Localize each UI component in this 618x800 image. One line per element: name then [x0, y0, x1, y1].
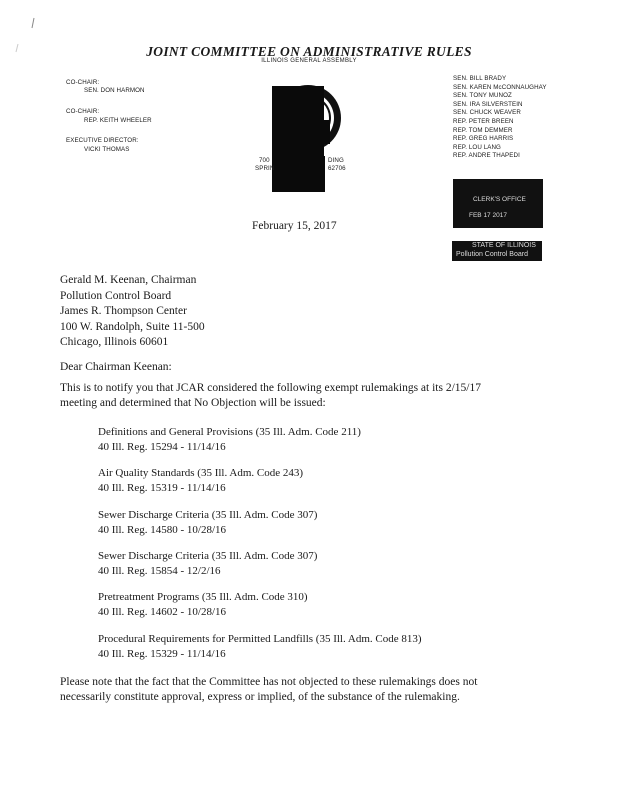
- rule-title: Procedural Requirements for Permitted Landfills (35 Ill. Adm. Code 813): [98, 633, 422, 645]
- member-name: SEN. TONY MUNOZ: [453, 92, 512, 100]
- rule-title: Air Quality Standards (35 Ill. Adm. Code 243): [98, 467, 304, 479]
- closing-line: necessarily constitute approval, express or implied, of the substance of the rulemaking.: [60, 691, 460, 703]
- cochair-2-label: CO-CHAIR:: [66, 108, 100, 115]
- executive-director-name: VICKI THOMAS: [84, 146, 130, 153]
- member-name: REP. TOM DEMMER: [453, 126, 513, 134]
- seal-address-right-2: 62706: [328, 165, 346, 172]
- committee-subtitle: ILLINOIS GENERAL ASSEMBLY: [261, 58, 357, 64]
- rule-item: [98, 632, 422, 661]
- redaction-block: [300, 120, 330, 144]
- rule-register: 40 Ill. Reg. 15854 - 12/2/16: [98, 564, 221, 577]
- member-name: SEN. IRA SILVERSTEIN: [453, 100, 523, 108]
- rule-item: [98, 466, 303, 495]
- member-name: REP. ANDRE THAPEDI: [453, 152, 520, 160]
- rule-item: [98, 425, 361, 454]
- member-name: SEN. CHUCK WEAVER: [453, 109, 521, 117]
- rule-title: Definitions and General Provisions (35 Ill. Adm. Code 211): [98, 426, 361, 438]
- cochair-1-label: CO-CHAIR:: [66, 79, 100, 86]
- rule-item: [98, 590, 308, 619]
- rule-register: 40 Ill. Reg. 14580 - 10/28/16: [98, 523, 227, 536]
- address-line: Pollution Control Board: [60, 289, 172, 302]
- rule-item: [98, 549, 317, 578]
- address-line: Gerald M. Keenan, Chairman: [60, 274, 197, 286]
- member-name: REP. GREG HARRIS: [453, 135, 514, 143]
- rule-register: 40 Ill. Reg. 15329 - 11/14/16: [98, 647, 226, 660]
- rule-item: [98, 508, 317, 537]
- redaction-block: [300, 156, 325, 192]
- illinois-stamp: [452, 241, 542, 261]
- executive-director-label: EXECUTIVE DIRECTOR:: [66, 137, 139, 144]
- address-line: 100 W. Randolph, Suite 11-500: [60, 320, 205, 333]
- received-stamp: [453, 179, 543, 228]
- committee-title: JOINT COMMITTEE ON ADMINISTRATIVE RULES: [146, 44, 472, 59]
- member-name: SEN. KAREN McCONNAUGHAY: [453, 83, 547, 91]
- member-name: REP. PETER BREEN: [453, 117, 514, 125]
- address-line: Chicago, Illinois 60601: [60, 336, 169, 349]
- closing-line: Please note that the fact that the Committee has not objected to these rulemakings does not: [60, 676, 478, 688]
- member-name: SEN. BILL BRADY: [453, 75, 507, 82]
- rule-register: 40 Ill. Reg. 14602 - 10/28/16: [98, 605, 227, 618]
- stamp-state: STATE OF ILLINOIS: [472, 242, 536, 249]
- letter-date: February 15, 2017: [252, 220, 337, 232]
- rule-title: Pretreatment Programs (35 Ill. Adm. Code 310): [98, 591, 308, 603]
- salutation: Dear Chairman Keenan:: [60, 361, 172, 373]
- rule-title: Sewer Discharge Criteria (35 Ill. Adm. Code 307): [98, 550, 318, 562]
- member-list: [453, 75, 547, 161]
- seal-address-right-1: DING: [328, 157, 344, 164]
- member-name: REP. LOU LANG: [453, 143, 501, 151]
- stamp-board: Pollution Control Board: [456, 251, 528, 258]
- cochair-2-name: REP. KEITH WHEELER: [84, 117, 152, 124]
- intro-line: meeting and determined that No Objection will be issued:: [60, 397, 326, 409]
- recipient-address: [60, 273, 205, 351]
- rule-title: Sewer Discharge Criteria (35 Ill. Adm. Code 307): [98, 509, 318, 521]
- address-line: James R. Thompson Center: [60, 305, 187, 318]
- seal-address-left-2: SPRIN: [255, 165, 275, 172]
- intro-line: This is to notify you that JCAR considered the following exempt rulemakings at its 2/15/17: [60, 382, 481, 394]
- rule-register: 40 Ill. Reg. 15294 - 11/14/16: [98, 440, 226, 453]
- stamp-office: CLERK'S OFFICE: [473, 196, 526, 203]
- cochair-1-name: SEN. DON HARMON: [84, 87, 145, 94]
- rule-register: 40 Ill. Reg. 15319 - 11/14/16: [98, 481, 226, 494]
- seal-address-left-1: 700: [259, 157, 270, 164]
- stamp-date: FEB 17 2017: [469, 212, 507, 219]
